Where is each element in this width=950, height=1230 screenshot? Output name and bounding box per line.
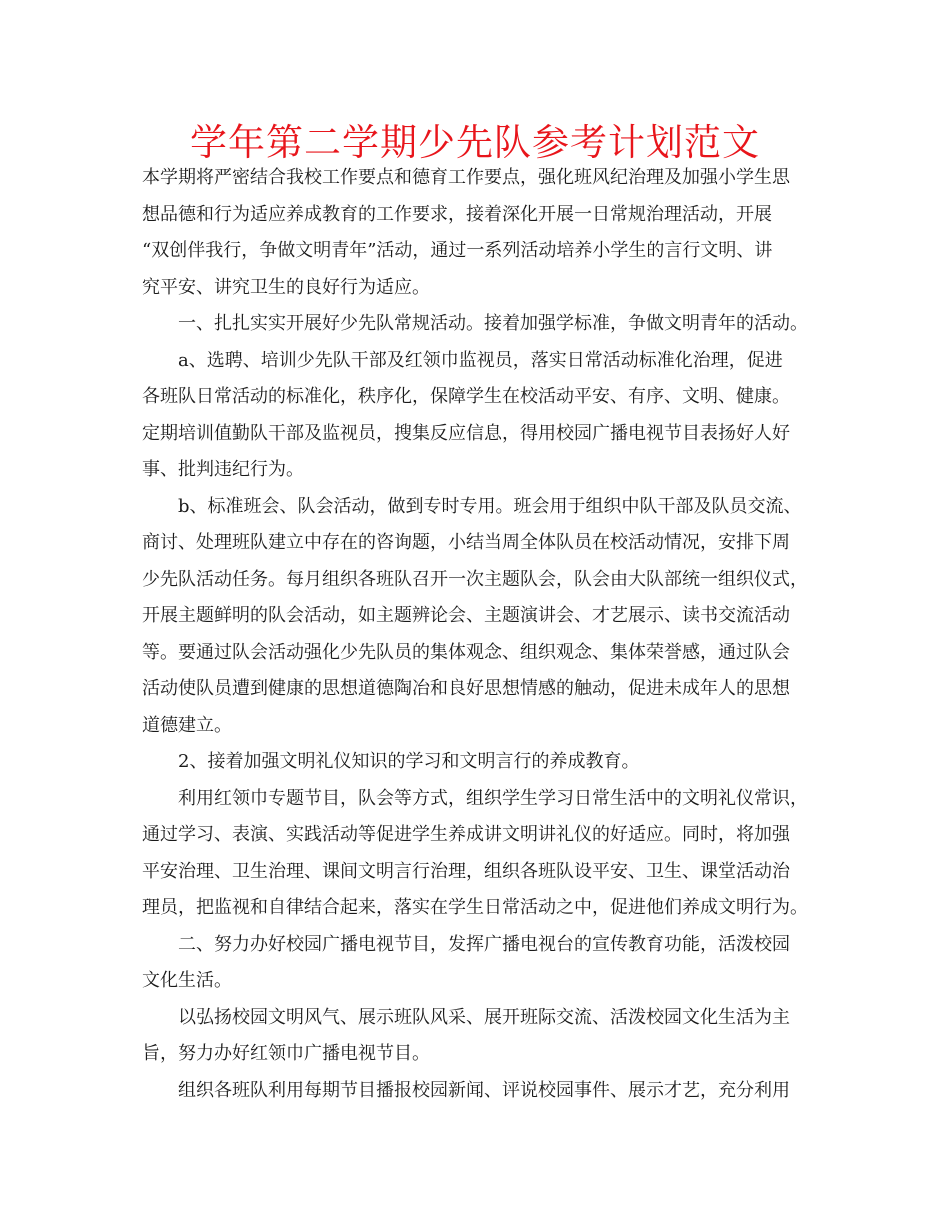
text-line: 想品德和行为适应养成教育的工作要求，接着深化开展一日常规治理活动，开展 [142, 203, 772, 225]
text-line: 平安治理、卫生治理、课间文明言行治理，组织各班队设平安、卫生、课堂活动治 [142, 860, 790, 882]
text-line: “双创伴我行，争做文明青年”活动，通过一系列活动培养小学生的言行文明、讲 [142, 240, 773, 261]
document-body [142, 160, 818, 1109]
text-line: 利用红领巾专题节目，队会等方式，组织学生学习日常生活中的文明礼仪常识， [178, 787, 808, 809]
text-line: 道德建立。 [142, 714, 232, 736]
text-line: 以弘扬校园文明风气、展示班队风采、展开班际交流、活泼校园文化生活为主 [178, 1006, 790, 1028]
paragraph-etiquette [142, 781, 818, 927]
text-line: 通过学习、表演、实践活动等促进学生养成讲文明讲礼仪的好适应。同时，将加强 [142, 824, 790, 845]
text-line: 旨，努力办好红领巾广播电视节目。 [142, 1043, 430, 1064]
paragraph-section-1-heading [142, 306, 818, 343]
text-line: 一、扎扎实实开展好少先队常规活动。接着加强学标准，争做文明青年的活动。 [178, 313, 808, 334]
paragraph-section-2-heading [142, 927, 818, 1000]
text-line: 理员，把监视和自律结合起来，落实在学生日常活动之中，促进他们养成文明行为。 [142, 897, 808, 918]
document-title: 学年第二学期少先队参考计划范文 [190, 121, 760, 164]
paragraph-item-b [142, 489, 818, 745]
text-line: 二、努力办好校园广播电视节目，发挥广播电视台的宣传教育功能，活泼校园 [178, 933, 790, 955]
paragraph-broadcast-aim [142, 1000, 818, 1073]
text-line: 少先队活动任务。每月组织各班队召开一次主题队会，队会由大队部统一组织仪式， [142, 568, 808, 590]
text-line: 文化生活。 [142, 970, 232, 991]
text-line: 活动使队员遭到健康的思想道德陶冶和良好思想情感的触动，促进未成年人的思想 [142, 678, 790, 699]
text-line: 组织各班队利用每期节目播报校园新闻、评说校园事件、展示才艺，充分利用 [178, 1079, 790, 1101]
text-line: 开展主题鲜明的队会活动，如主题辨论会、主题演讲会、才艺展示、读书交流活动 [142, 605, 790, 626]
text-line: 2、接着加强文明礼仪知识的学习和文明言行的养成教育。 [178, 751, 640, 772]
paragraph-broadcast-org [142, 1073, 818, 1110]
text-line: a、选聘、培训少先队干部及红领巾监视员，落实日常活动标准化治理，促进 [178, 349, 783, 371]
text-line: 究平安、讲究卫生的良好行为适应。 [142, 276, 430, 298]
text-line: b、标准班会、队会活动，做到专时专用。班会用于组织中队干部及队员交流、 [178, 495, 802, 517]
paragraph-item-a [142, 343, 818, 489]
text-line: 本学期将严密结合我校工作要点和德育工作要点，强化班风纪治理及加强小学生思 [142, 167, 790, 188]
text-line: 各班队日常活动的标准化，秩序化，保障学生在校活动平安、有序、文明、健康。 [142, 386, 790, 407]
text-line: 事、批判违纪行为。 [142, 459, 304, 480]
paragraph-intro [142, 160, 818, 306]
text-line: 等。要通过队会活动强化少先队员的集体观念、组织观念、集体荣誉感，通过队会 [142, 641, 790, 663]
paragraph-item-2 [142, 744, 818, 781]
text-line: 商讨、处理班队建立中存在的咨询题，小结当周全体队员在校活动情况，安排下周 [142, 532, 790, 553]
text-line: 定期培训值勤队干部及监视员，搜集反应信息，得用校园广播电视节目表扬好人好 [142, 422, 790, 444]
